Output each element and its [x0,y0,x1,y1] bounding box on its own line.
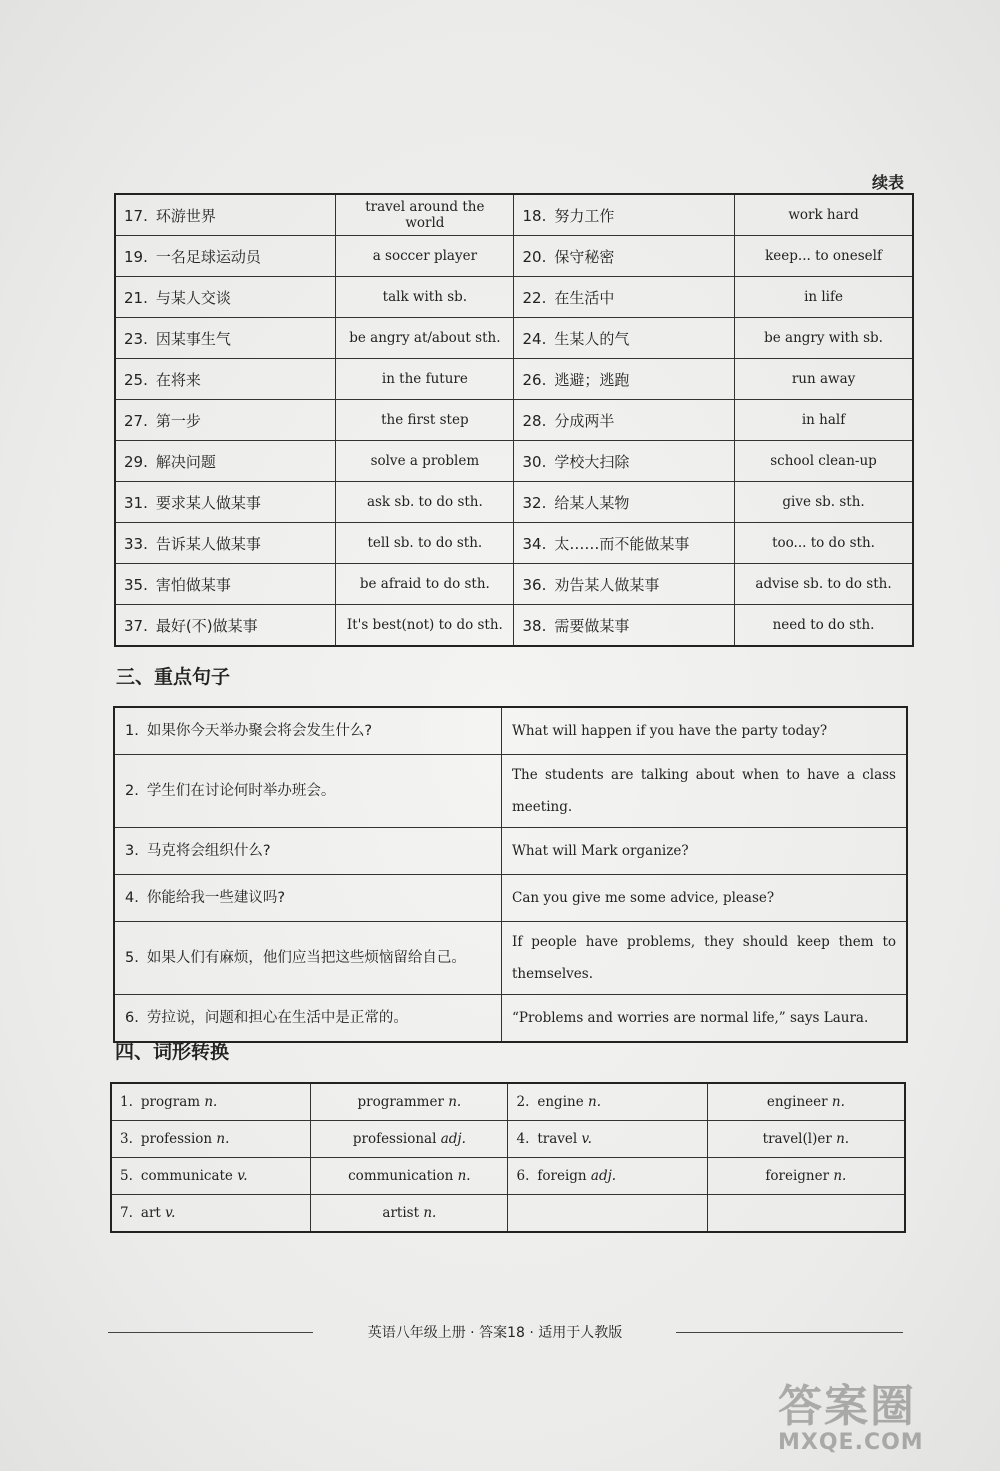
phrase-row [115,194,913,236]
phrase-chinese-cell [514,482,735,523]
phrase-chinese-cell [514,318,735,359]
item-number: 3. [120,1131,133,1147]
sentence-chinese-cell [114,707,502,755]
part-of-speech: n. [216,1131,230,1147]
phrase-english-cell [735,318,913,359]
phrase-chinese: 第一步 [155,411,201,430]
item-number: 19. [124,247,148,266]
phrase-english-cell [336,564,514,605]
sentence-chinese: 你能给我一些建议吗? [146,890,286,906]
item-number: 21. [124,288,148,307]
watermark-line1: 答案圈 [778,1381,916,1432]
phrase-chinese: 生某人的气 [554,329,630,348]
item-number: 33. [124,534,148,553]
phrase-english: ask sb. to do sth. [366,494,483,510]
item-number: 17. [124,206,148,225]
phrase-english-cell [336,441,514,482]
derived-word-cell [707,1121,905,1158]
phrase-chinese-cell [514,605,735,647]
phrase-chinese: 最好(不)做某事 [155,616,258,635]
base-word: travel [537,1131,578,1147]
phrase-row [115,564,913,605]
footer-rule-right [676,1332,903,1333]
phrase-chinese: 太……而不能做某事 [554,534,690,553]
sentence-chinese: 学生们在讨论何时举办班会。 [146,783,336,799]
phrase-english: travel around the world [365,199,485,231]
derived-word: programmer [357,1094,444,1110]
phrase-chinese-cell [115,236,336,277]
phrase-chinese: 保守秘密 [554,247,615,266]
phrase-chinese-cell [514,523,735,564]
derived-word-cell [311,1083,508,1121]
item-number: 30. [522,452,547,471]
item-number: 5. [125,950,139,966]
phrase-row [115,523,913,564]
phrase-chinese-cell [115,564,336,605]
phrase-english: run away [791,371,856,387]
part-of-speech: n. [836,1131,850,1147]
phrase-english: solve a problem [370,453,480,469]
phrase-chinese-cell [514,564,735,605]
phrase-row [115,605,913,647]
base-word-cell [111,1121,311,1158]
phrase-chinese: 逃避；逃跑 [554,370,630,389]
item-number: 31. [124,493,148,512]
phrase-chinese: 与某人交谈 [155,288,231,307]
phrase-chinese: 害怕做某事 [155,575,231,594]
part-of-speech: n. [457,1168,471,1184]
phrase-chinese: 给某人某物 [554,493,630,512]
derived-word: communication [348,1168,454,1184]
item-number: 5. [120,1168,133,1184]
base-word-cell [111,1158,311,1195]
phrase-chinese: 要求某人做某事 [155,493,261,512]
phrase-english: a soccer player [372,248,478,264]
sentence-english: If people have problems, they should keep them to themselves. [512,934,896,982]
base-word-cell [508,1083,707,1121]
sentence-row [114,828,907,875]
key-sentences-table [113,706,908,1043]
phrase-english-cell [336,482,514,523]
sentence-english-cell [502,755,908,828]
phrase-chinese-cell [115,194,336,236]
phrase-chinese: 因某事生气 [155,329,231,348]
phrase-english-cell [336,318,514,359]
sentence-english-cell [502,707,908,755]
phrase-english: be angry at/about sth. [349,330,501,346]
phrase-english: be angry with sb. [764,330,883,346]
page-footer [108,1319,903,1343]
part-of-speech: adj. [590,1168,617,1184]
item-number: 3. [125,843,139,859]
phrase-chinese-cell [514,194,735,236]
phrase-english-cell [735,277,913,318]
phrase-english: too... to do sth. [772,535,875,551]
base-word-cell [508,1158,707,1195]
phrase-row [115,236,913,277]
sentence-english-cell [502,922,908,995]
phrase-chinese-cell [115,400,336,441]
sentence-chinese-cell [114,922,502,995]
base-word-cell [508,1121,707,1158]
sentence-english: Can you give me some advice, please? [512,890,775,906]
phrase-chinese: 解决问题 [155,452,216,471]
phrase-chinese-cell [514,441,735,482]
sentence-chinese: 如果你今天举办聚会将会发生什么? [146,723,373,739]
phrase-english-cell [735,564,913,605]
part-of-speech: n. [588,1094,601,1110]
section-title-key-sentences: 三、重点句子 [116,666,231,688]
part-of-speech: n. [204,1094,218,1110]
phrase-english: school clean-up [770,453,877,469]
phrase-chinese-cell [115,318,336,359]
phrase-chinese: 在生活中 [554,288,615,307]
phrase-english-cell [336,236,514,277]
phrase-row [115,359,913,400]
sentence-english-cell [502,995,908,1043]
word-form-row [111,1121,905,1158]
base-word: communicate [140,1168,233,1184]
part-of-speech: v. [165,1205,176,1221]
phrase-english: in half [801,412,846,428]
sentence-row [114,995,907,1043]
phrase-row [115,318,913,359]
item-number: 32. [522,493,547,512]
derived-word: travel(l)er [762,1131,832,1147]
derived-word: engineer [766,1094,828,1110]
item-number: 23. [124,329,148,348]
derived-word-cell [311,1195,508,1233]
sentence-english: What will Mark organize? [512,843,689,859]
phrase-english-cell [336,277,514,318]
phrase-chinese: 告诉某人做某事 [155,534,261,553]
phrase-english: talk with sb. [382,289,468,305]
phrase-english: It's best(not) to do sth. [346,617,503,633]
derived-word: artist [382,1205,420,1221]
phrase-english-cell [336,194,514,236]
item-number: 20. [522,247,547,266]
phrase-chinese: 在将来 [155,370,201,389]
sentence-chinese-cell [114,995,502,1043]
phrase-english: need to do sth. [772,617,875,633]
sentence-chinese-cell [114,875,502,922]
sentence-chinese-cell [114,755,502,828]
sentence-english-cell [502,875,908,922]
phrase-english: be afraid to do sth. [359,576,490,592]
phrase-english: the first step [381,412,469,428]
phrase-chinese-cell [115,605,336,647]
phrase-row [115,441,913,482]
item-number: 24. [522,329,547,348]
derived-word: professional [352,1131,437,1147]
sentence-row [114,875,907,922]
sentence-english: “Problems and worries are normal life,” says Laura. [512,1010,869,1026]
phrase-chinese-cell [514,236,735,277]
word-form-table [110,1082,906,1233]
item-number: 2. [516,1094,530,1110]
item-number: 6. [516,1168,530,1184]
item-number: 4. [125,890,139,906]
phrase-english: tell sb. to do sth. [367,535,483,551]
item-number: 28. [522,411,547,430]
phrase-english-cell [336,523,514,564]
sentence-chinese: 如果人们有麻烦，他们应当把这些烦恼留给自己。 [146,950,466,966]
part-of-speech: n. [448,1094,462,1110]
phrase-english-cell [735,194,913,236]
phrase-english: keep... to oneself [765,248,882,264]
derived-word-cell [707,1195,905,1233]
phrase-english-cell [735,482,913,523]
phrase-english-cell [336,359,514,400]
item-number: 1. [120,1094,133,1110]
derived-word-cell [311,1121,508,1158]
item-number: 37. [124,616,148,635]
footer-text: 英语八年级上册 · 答案18 · 适用于人教版 [367,1325,623,1341]
phrase-chinese-cell [115,441,336,482]
phrase-chinese-cell [115,277,336,318]
phrase-english-cell [735,400,913,441]
base-word: profession [140,1131,213,1147]
watermark-line2: MXQE.COM [778,1430,924,1455]
part-of-speech: adj. [440,1131,466,1147]
phrase-row [115,482,913,523]
part-of-speech: v. [581,1131,592,1147]
part-of-speech: n. [423,1205,437,1221]
item-number: 35. [124,575,148,594]
sentence-chinese: 劳拉说，问题和担心在生活中是正常的。 [146,1010,408,1026]
section-title-word-forms: 四、词形转换 [115,1041,230,1063]
phrase-english-cell [735,523,913,564]
sentence-row [114,755,907,828]
base-word: engine [537,1094,584,1110]
base-word-cell [111,1195,311,1233]
phrase-english: work hard [788,207,859,223]
sentence-english: The students are talking about when to have a class meeting. [512,767,896,815]
item-number: 18. [522,206,547,225]
base-word: art [140,1205,161,1221]
phrase-english: give sb. sth. [782,494,865,510]
item-number: 27. [124,411,148,430]
part-of-speech: v. [237,1168,248,1184]
phrase-english: in life [804,289,843,305]
phrase-english-cell [336,400,514,441]
phrase-english: advise sb. to do sth. [755,576,892,592]
item-number: 4. [516,1131,530,1147]
phrase-table [114,193,914,647]
base-word-cell [508,1195,707,1233]
phrase-english-cell [735,441,913,482]
sentence-chinese-cell [114,828,502,875]
phrase-chinese-cell [514,359,735,400]
item-number: 36. [522,575,547,594]
phrase-chinese: 努力工作 [554,206,615,225]
phrase-chinese-cell [115,523,336,564]
phrase-chinese: 分成两半 [554,411,615,430]
phrase-english-cell [735,236,913,277]
phrase-chinese-cell [115,482,336,523]
word-form-row [111,1158,905,1195]
phrase-chinese: 一名足球运动员 [155,247,261,266]
phrase-chinese: 环游世界 [155,206,216,225]
word-form-row [111,1195,905,1233]
part-of-speech: n. [831,1094,845,1110]
phrase-english-cell [336,605,514,647]
watermark-logo [778,1370,978,1460]
sentence-row [114,707,907,755]
base-word: foreign [537,1168,587,1184]
item-number: 2. [125,783,139,799]
part-of-speech: n. [833,1168,847,1184]
phrase-chinese: 劝告某人做某事 [554,575,660,594]
word-form-row [111,1083,905,1121]
derived-word: foreigner [765,1168,830,1184]
phrase-chinese-cell [115,359,336,400]
base-word-cell [111,1083,311,1121]
derived-word-cell [311,1158,508,1195]
item-number: 1. [125,723,139,739]
phrase-row [115,277,913,318]
item-number: 7. [120,1205,133,1221]
phrase-english: in the future [381,371,468,387]
continued-label: 续表 [872,173,905,192]
phrase-english-cell [735,605,913,647]
sentence-row [114,922,907,995]
item-number: 6. [125,1010,139,1026]
derived-word-cell [707,1158,905,1195]
item-number: 26. [522,370,547,389]
item-number: 25. [124,370,148,389]
item-number: 34. [522,534,547,553]
sentence-english: What will happen if you have the party today? [512,723,828,739]
phrase-chinese-cell [514,400,735,441]
item-number: 22. [522,288,547,307]
item-number: 29. [124,452,148,471]
phrase-row [115,400,913,441]
footer-rule-left [108,1332,313,1333]
phrase-chinese: 需要做某事 [554,616,630,635]
sentence-english-cell [502,828,908,875]
item-number: 38. [522,616,547,635]
base-word: program [140,1094,201,1110]
sentence-chinese: 马克将会组织什么? [146,843,271,859]
phrase-english-cell [735,359,913,400]
phrase-chinese-cell [514,277,735,318]
phrase-chinese: 学校大扫除 [554,452,630,471]
derived-word-cell [707,1083,905,1121]
